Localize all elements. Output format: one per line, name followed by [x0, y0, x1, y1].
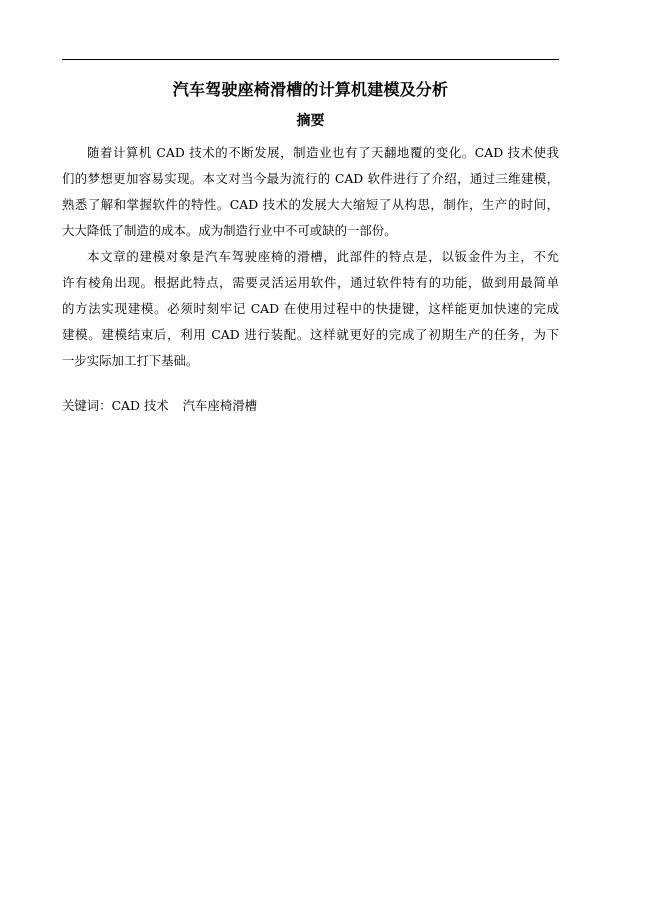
- abstract-body: [62, 140, 559, 374]
- paragraph-line: 的方法实现建模。必须时刻牢记 CAD 在使用过程中的快捷键，这样能更加快速的完成: [62, 301, 559, 316]
- paragraph-line: 许有棱角出现。根据此特点，需要灵活运用软件，通过软件特有的功能，做到用最简单: [62, 275, 559, 290]
- keyword-item: CAD 技术: [111, 398, 169, 413]
- paragraph-line: 本文章的建模对象是汽车驾驶座椅的滑槽，此部件的特点是，以钣金件为主，不允: [87, 249, 559, 264]
- keywords-line: [62, 393, 559, 419]
- paragraph-line: 随着计算机 CAD 技术的不断发展，制造业也有了天翻地覆的变化。CAD 技术使我: [87, 145, 559, 160]
- paragraph-line: 们的梦想更加容易实现。本文对当今最为流行的 CAD 软件进行了介绍，通过三维建模，: [62, 171, 559, 186]
- paragraph-line: 一步实际加工打下基础。: [62, 353, 199, 368]
- abstract-paragraph-2: [62, 244, 559, 374]
- header-rule: [62, 59, 559, 60]
- document-title: 汽车驾驶座椅滑槽的计算机建模及分析: [172, 80, 449, 99]
- abstract-heading: 摘要: [296, 113, 325, 129]
- keyword-item: 汽车座椅滑槽: [182, 398, 257, 413]
- paragraph-line: 大大降低了制造的成本。成为制造行业中不可或缺的一部份。: [62, 223, 397, 238]
- keywords-label: 关键词：: [62, 398, 112, 413]
- abstract-paragraph-1: [62, 140, 559, 244]
- paragraph-line: 建模。建模结束后，利用 CAD 进行装配。这样就更好的完成了初期生产的任务，为下: [62, 327, 559, 342]
- paragraph-line: 熟悉了解和掌握软件的特性。CAD 技术的发展大大缩短了从构思，制作，生产的时间，: [62, 197, 559, 212]
